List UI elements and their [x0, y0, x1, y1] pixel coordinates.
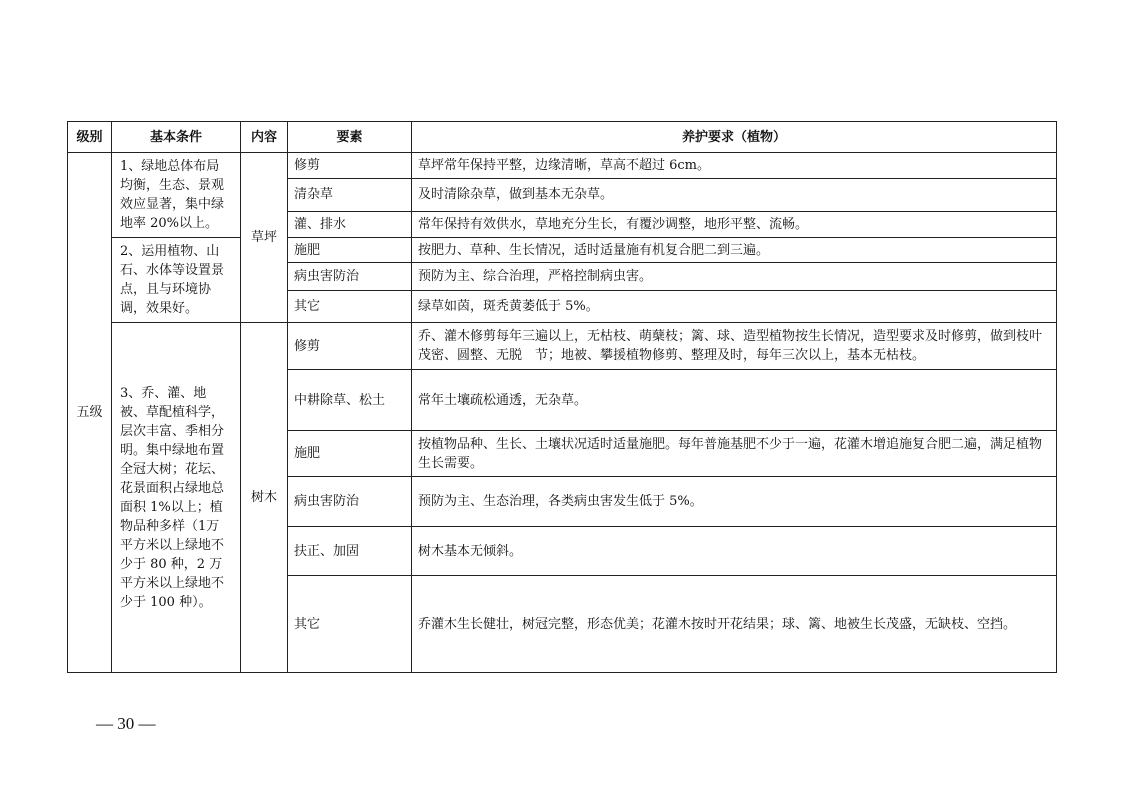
header-content: 内容 — [241, 122, 288, 153]
table-row — [68, 238, 1057, 263]
requirement-cell: 乔灌木生长健壮，树冠完整，形态优美；花灌木按时开花结果；球、篱、地被生长茂盛，无缺枝、空挡。 — [412, 576, 1057, 673]
requirement-cell: 草坪常年保持平整，边缘清晰，草高不超过 6cm。 — [412, 153, 1057, 179]
header-level: 级别 — [68, 122, 112, 153]
requirement-cell: 及时清除杂草，做到基本无杂草。 — [412, 179, 1057, 211]
element-cell: 修剪 — [288, 153, 412, 179]
header-row — [68, 122, 1057, 153]
element-cell: 施肥 — [288, 431, 412, 477]
element-cell: 病虫害防治 — [288, 263, 412, 290]
element-cell: 中耕除草、松土 — [288, 370, 412, 431]
requirement-cell: 按肥力、草种、生长情况，适时适量施有机复合肥二到三遍。 — [412, 238, 1057, 263]
basic-condition-2: 2、运用植物、山石、水体等设置景点，且与环境协调，效果好。 — [112, 238, 241, 323]
table-row — [68, 153, 1057, 179]
header-basic-conditions: 基本条件 — [112, 122, 241, 153]
requirement-cell: 乔、灌木修剪每年三遍以上，无枯枝、萌蘖枝；篱、球、造型植物按生长情况，造型要求及时修剪，做到枝叶茂密、圆整、无脱 节；地被、攀援植物修剪、整理及时，每年三次以上，基本无枯枝。 — [412, 323, 1057, 370]
page-number: — 30 — — [96, 714, 156, 733]
requirement-cell: 树木基本无倾斜。 — [412, 527, 1057, 576]
element-cell: 清杂草 — [288, 179, 412, 211]
requirement-cell: 常年保持有效供水，草地充分生长，有覆沙调整，地形平整、流畅。 — [412, 211, 1057, 237]
element-cell: 扶正、加固 — [288, 527, 412, 576]
header-element: 要素 — [288, 122, 412, 153]
element-cell: 施肥 — [288, 238, 412, 263]
table-row — [68, 323, 1057, 370]
requirement-cell: 常年土壤疏松通透，无杂草。 — [412, 370, 1057, 431]
requirement-cell: 预防为主、生态治理，各类病虫害发生低于 5%。 — [412, 477, 1057, 527]
requirement-cell: 按植物品种、生长、土壤状况适时适量施肥。每年普施基肥不少于一遍，花灌木增追施复合肥二遍，满足植物生长需要。 — [412, 431, 1057, 477]
header-requirement: 养护要求（植物） — [412, 122, 1057, 153]
standards-table — [67, 121, 1057, 673]
content-lawn: 草坪 — [241, 153, 288, 323]
element-cell: 灌、排水 — [288, 211, 412, 237]
basic-condition-1: 1、绿地总体布局均衡，生态、景观效应显著，集中绿地率 20%以上。 — [112, 153, 241, 238]
content-trees: 树木 — [241, 323, 288, 673]
level-cell: 五级 — [68, 153, 112, 673]
requirement-cell: 预防为主、综合治理，严格控制病虫害。 — [412, 263, 1057, 290]
element-cell: 修剪 — [288, 323, 412, 370]
element-cell: 其它 — [288, 576, 412, 673]
element-cell: 病虫害防治 — [288, 477, 412, 527]
element-cell: 其它 — [288, 290, 412, 322]
basic-condition-3: 3、乔、灌、地被、草配植科学，层次丰富、季相分明。集中绿地布置全冠大树；花坛、花景面积占绿地总面积 1%以上；植物品种多样（1万平方米以上绿地不少于 80 种，2 万平方米以上绿地不少于 100 种）。 — [112, 323, 241, 673]
requirement-cell: 绿草如茵，斑秃黄萎低于 5%。 — [412, 290, 1057, 322]
